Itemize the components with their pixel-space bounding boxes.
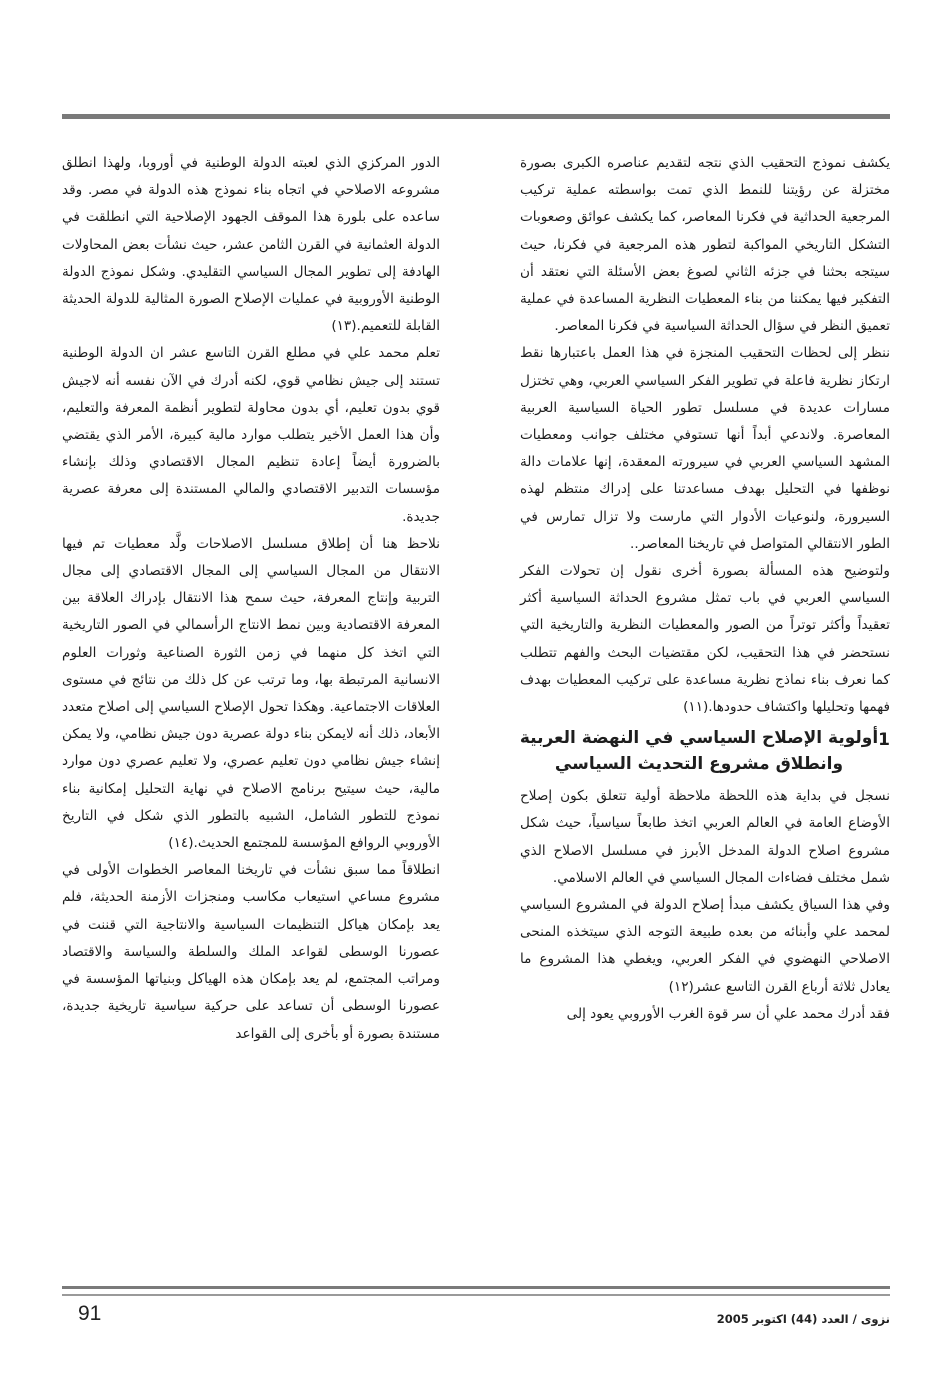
- journal-issue: نزوى / العدد (44) اكتوبر 2005: [716, 1312, 890, 1326]
- section-title-line-1: أولوية الإصلاح السياسي في النهضة العربية: [519, 728, 879, 749]
- paragraph: ننظر إلى لحظات التحقيب المنجزة في هذا العمل باعتبارها نقط ارتكاز نظرية فاعلة في تطوير الفكر السياسي العربي، وهي تختزل مسارات عديدة في مسلسل تطور الحياة السياسية العربية المعاصرة. ولاندعي أبداً أنها تستوفي مختلف جوانب ومعطيات المشهد السياسي العربي في سيرورته المعقدة، إنها علامات دالة نوظفها في التحليل بهدف مساعدتنا على إدراك منتظم لهذه السيرورة، ولنوعيات الأدوار التي مارست ولا تزال تمارس في الطور الانتقالي المتواصل في تاريخنا المعاصر..: [520, 345, 890, 552]
- section-heading: [520, 725, 890, 777]
- section-number: 1: [878, 730, 890, 751]
- bottom-rule: [62, 1286, 890, 1289]
- paragraph: يكشف نموذج التحقيب الذي نتجه لتقديم عناصره الكبرى بصورة مختزلة عن رؤيتنا للنمط الذي تمت بواسطته عملية تركيب المرجعية الحداثية في فكرنا المعاصر، كما يكشف عوائق وصعوبات التشكل التاريخي المواكبة لتطور هذه المرجعية في فكرنا، حيث سيتجه بحثنا في جزئه الثاني لصوغ بعض الأسئلة التي نعتقد أن التفكير فيها يمكننا من بناء المعطيات النظرية المساعدة في عملية تعميق النظر في سؤال الحداثة السياسية في فكرنا المعاصر.: [520, 155, 890, 335]
- paragraph: نسجل في بداية هذه اللحظة ملاحظة أولية تتعلق بكون إصلاح الأوضاع العامة في العالم العربي اتخذ طابعاً سياسياً، حيث شكل مشروع اصلاح الدولة المدخل الأبرز في مسلسل الاصلاح الذي شمل مختلف فضاءات المجال السياسي في العالم الاسلامي.: [520, 788, 890, 886]
- page-number: 91: [78, 1302, 102, 1325]
- paragraph: تعلم محمد علي في مطلع القرن التاسع عشر ان الدولة الوطنية تستند إلى جيش نظامي قوي، لكنه أدرك في الآن نفسه أنه لاجيش قوي بدون تعليم، أي بدون محاولة لتطوير أنظمة المعرفة والتعليم، وأن هذا العمل الأخير يتطلب موارد مالية كبيرة، الأمر الذي يقتضي بالضرورة أيضاً إعادة تنظيم المجال الاقتصادي وذلك بإنشاء مؤسسات التدبير الاقتصادي والمالي المستندة إلى معرفة عصرية جديدة.: [62, 345, 440, 525]
- paragraph: فقد أدرك محمد علي أن سر قوة الغرب الأوروبي يعود إلى: [566, 1005, 890, 1022]
- section-title-line-2: وانطلاق مشروع التحديث السياسي: [554, 754, 844, 775]
- top-rule: [62, 114, 890, 119]
- section-title: [520, 725, 878, 777]
- right-column: [520, 150, 890, 1028]
- paragraph: الدور المركزي الذي لعبته الدولة الوطنية في أوروبا، ولهذا انطلق مشروعه الاصلاحي في اتجاه بناء نموذج هذه الدولة في مصر. وقد ساعده على بلورة هذا الموقف الجهود الإصلاحية التي انطلقت في الدولة العثمانية في القرن الثامن عشر، حيث نشأت بعض المحاولات الهادفة إلى تطوير المجال السياسي التقليدي. وشكل نموذج الدولة الوطنية الأوروبية في عمليات الإصلاح الصورة المثالية للدولة الحديثة القابلة للتعميم.(١٣): [62, 155, 440, 335]
- paragraph: ولتوضيح هذه المسألة بصورة أخرى نقول إن تحولات الفكر السياسي العربي في باب تمثل مشروع الحداثة السياسية أكثر تعقيداً وأكثر توتراً من الصور والمعطيات النظرية والتاريخية التي نستحضر في هذا التحقيب، لكن مقتضيات البحث والفهم تتطلب كما نعرف بناء نماذج نظرية مساعدة على تركيب المعطيات بهدف فهمها وتحليلها واكتشاف حدودها.(١١): [520, 563, 890, 716]
- paragraph: نلاحظ هنا أن إطلاق مسلسل الاصلاحات ولَّد معطيات تم فيها الانتقال من المجال السياسي إلى المجال الاقتصادي إلى مجال التربية وإنتاج المعرفة، حيث سمح هذا الانتقال بإدراك العلاقة بين المعرفة الاقتصادية وبين نمط الانتاج الرأسمالي في الصور التاريخية التي اتخذ كل منهما في زمن الثورة الصناعية وثورات العلوم الانسانية المرتبطة بها، وما ترتب عن كل ذلك من نتائج في مستوى العلاقات الاجتماعية. وهكذا تحول الإصلاح السياسي إلى اصلاح متعدد الأبعاد، ذلك أنه لايمكن بناء دولة عصرية دون جيش نظامي، ولا يمكن إنشاء جيش نظامي دون تعليم عصري، ولا تعليم عصري دون موارد مالية، حيث سيتيح برنامج الاصلاح في نهاية التحليل إمكانية بناء نموذج للتطور الشامل، الشبيه بالتطور الذي شكل في التاريخ الأوروبي الروافع المؤسسة للمجتمع الحديث.(١٤): [62, 535, 440, 852]
- paragraph: انطلاقاً مما سبق نشأت في تاريخنا المعاصر الخطوات الأولى في مشروع مساعي استيعاب مكاسب ومنجزات الأزمنة الحديثة، فلم يعد بإمكان هياكل التنظيمات السياسية والانتاجية التي قننت في عصورنا الوسطى لقواعد الملك والسلطة والسياسة والاقتصاد ومراتب المجتمع، لم يعد بإمكان هذه الهياكل وبنياتها المؤسسة في عصورنا الوسطى أن تساعد على حركية سياسية تاريخية جديدة، مستندة بصورة أو بأخرى إلى القواعد: [62, 862, 440, 1042]
- left-column: [62, 150, 440, 1048]
- paragraph: وفي هذا السياق يكشف مبدأ إصلاح الدولة في المشروع السياسي لمحمد علي وأبنائه من بعده طبيعة التوجه الذي سيتخذه المنحى الاصلاحي النهضوي في الفكر العربي، ويغطي هذا المشروع ما يعادل ثلاثة أرباع القرن التاسع عشر(١٢): [520, 897, 890, 995]
- bottom-rule-thin: [62, 1294, 890, 1296]
